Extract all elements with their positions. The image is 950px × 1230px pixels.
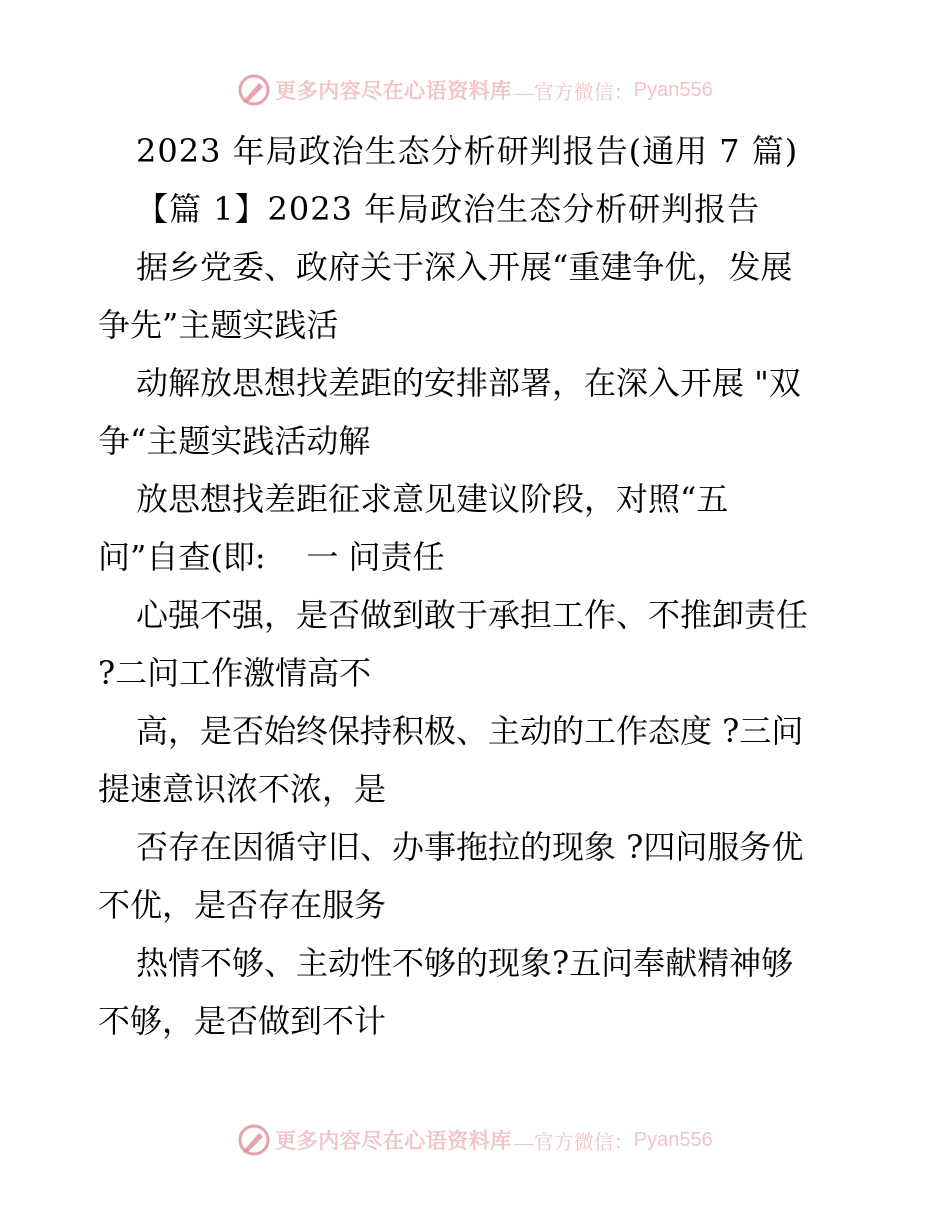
body-line: 不够，是否做到不计 xyxy=(98,1002,387,1040)
document-title: 2023 年局政治生态分析研判报告(通用 7 篇) xyxy=(136,132,799,170)
body-line: 热情不够、主动性不够的现象?五问奉献精神够 xyxy=(136,944,794,982)
watermark-wechat-id: Pyan556 xyxy=(633,1128,713,1151)
body-line: 据乡党委、政府关于深入开展“重建争优，发展 xyxy=(136,248,793,286)
body-line: 放思想找差距征求意见建议阶段，对照“五 xyxy=(136,480,729,518)
body-line: 问”自查(即: 一 问责任 xyxy=(98,538,445,576)
body-line: 争“主题实践活动解 xyxy=(98,422,371,460)
watermark-main-text: 更多内容尽在心语资料库 xyxy=(275,1129,512,1153)
watermark-header xyxy=(0,72,950,108)
body-line: 否存在因循守旧、办事拖拉的现象 ?四问服务优 xyxy=(136,828,804,866)
body-line: 心强不强，是否做到敢于承担工作、不推卸责任 xyxy=(136,596,809,634)
body-line: 不优，是否存在服务 xyxy=(98,886,387,924)
body-line: 高，是否始终保持积极、主动的工作态度 ?三问 xyxy=(136,712,804,750)
body-line: ?二问工作激情高不 xyxy=(98,654,372,692)
watermark-wechat-id: Pyan556 xyxy=(633,78,713,101)
watermark-footer xyxy=(0,1122,950,1158)
pen-logo-icon xyxy=(237,1123,271,1157)
body-line: 动解放思想找差距的安排部署，在深入开展 "双 xyxy=(136,364,801,402)
watermark-sub-text: —官方微信： xyxy=(513,81,634,104)
pen-logo-icon xyxy=(237,73,271,107)
body-line: 争先”主题实践活 xyxy=(98,306,339,344)
body-line: 提速意识浓不浓，是 xyxy=(98,770,387,808)
watermark-sub-text: —官方微信： xyxy=(513,1131,634,1154)
document-body xyxy=(98,122,858,1050)
section-heading: 【篇 1】2023 年局政治生态分析研判报告 xyxy=(136,190,761,228)
watermark-main-text: 更多内容尽在心语资料库 xyxy=(275,79,512,103)
